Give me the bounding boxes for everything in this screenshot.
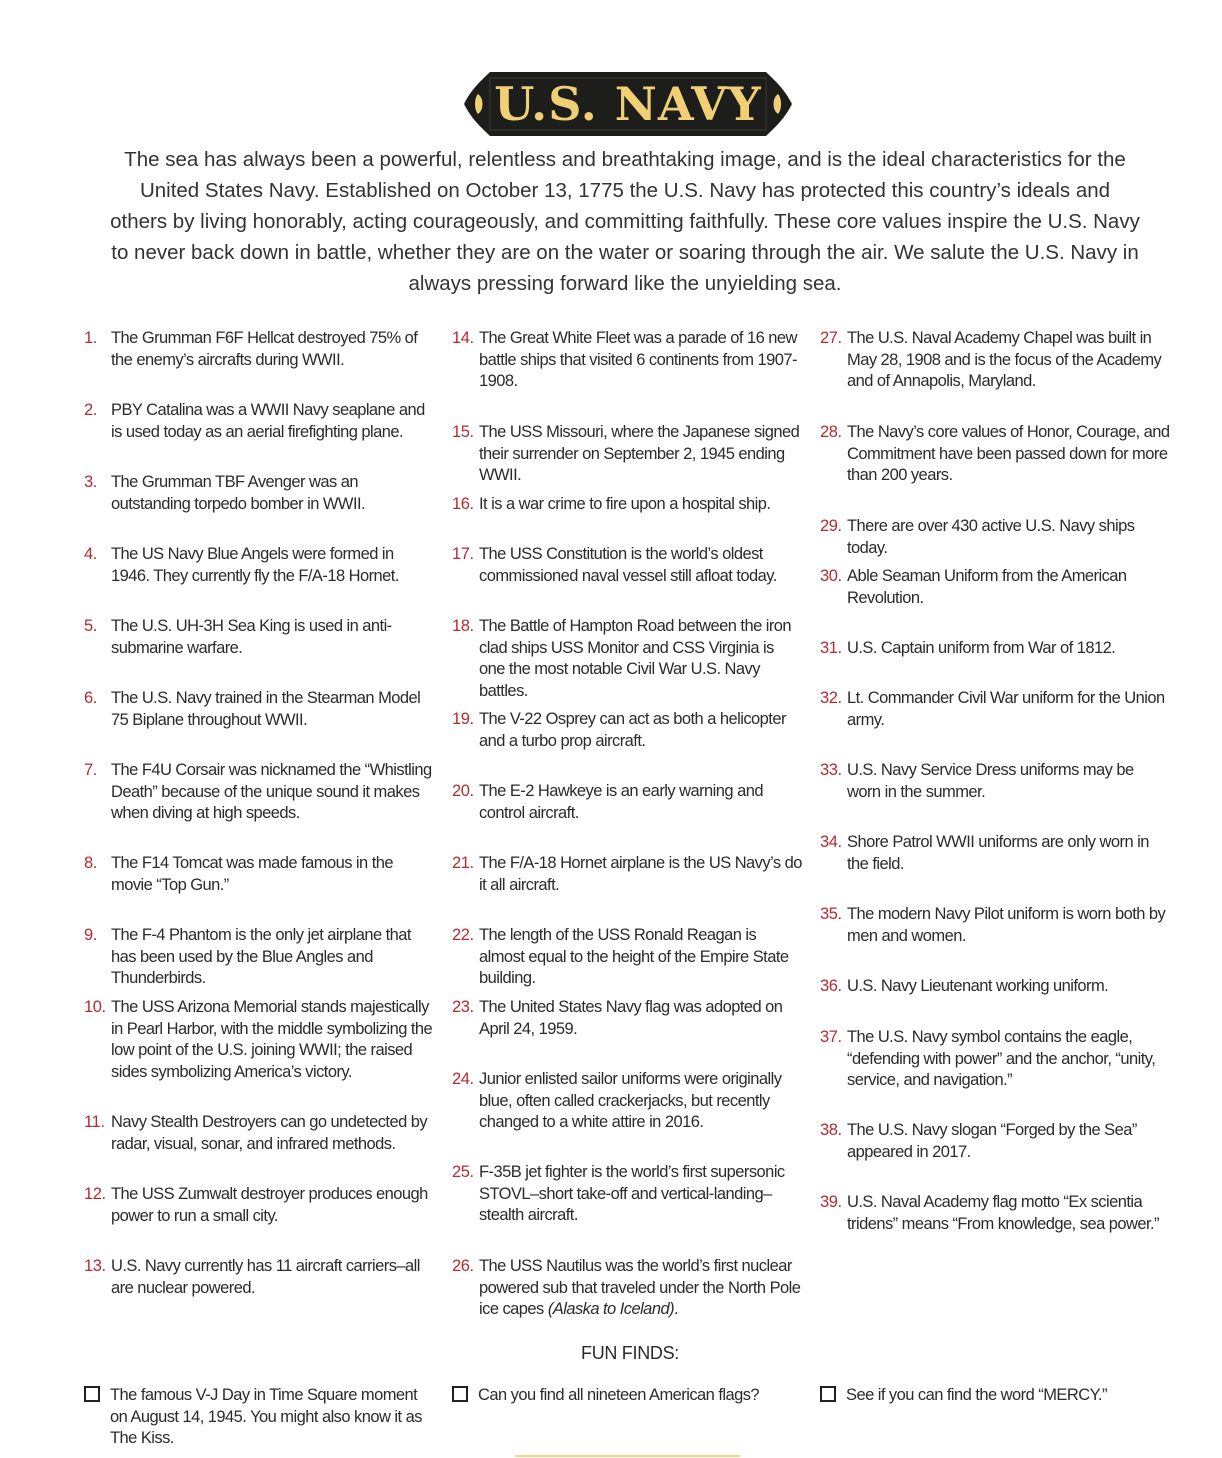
fact-text: The Great White Fleet was a parade of 16 new battle ships that visited 6 continents from 1907-1908. (479, 329, 797, 390)
fact-item (820, 832, 1170, 875)
fact-number: 24. (452, 1070, 474, 1088)
fact-number: 25. (452, 1163, 474, 1181)
fact-number: 33. (820, 761, 842, 779)
fact-item (84, 616, 434, 659)
fact-text: The length of the USS Ronald Reagan is almost equal to the height of the Empire State building. (479, 926, 789, 987)
fact-text: The U.S. Navy symbol contains the eagle, “defending with power” and the anchor, “unity, service, and navigation.” (847, 1028, 1156, 1089)
fact-number: 27. (820, 329, 842, 347)
fact-item (820, 328, 1170, 393)
fact-text: The USS Zumwalt destroyer produces enough power to run a small city. (111, 1185, 428, 1225)
fact-item (452, 494, 802, 516)
fact-number: 36. (820, 977, 842, 995)
fact-number: 19. (452, 710, 474, 728)
fact-text: The E-2 Hawkeye is an early warning and control aircraft. (479, 782, 763, 822)
fact-item (84, 544, 434, 587)
fact-text: The U.S. Navy slogan “Forged by the Sea” appeared in 2017. (847, 1121, 1137, 1161)
fact-item (452, 853, 802, 896)
fact-number: 12. (84, 1185, 106, 1203)
fact-item (820, 1192, 1170, 1235)
fun-find-checkbox[interactable] (452, 1386, 468, 1402)
fact-text: F-35B jet fighter is the world’s first supersonic STOVL–short take-off and vertical-landing–stealth aircraft. (479, 1163, 785, 1224)
fact-item (452, 1256, 802, 1321)
fact-text: Able Seaman Uniform from the American Revolution. (847, 567, 1127, 607)
fact-text: The Grumman F6F Hellcat destroyed 75% of the enemy’s aircrafts during WWII. (111, 329, 418, 369)
fact-item (84, 472, 434, 515)
fact-text: The United States Navy flag was adopted on April 24, 1959. (479, 998, 783, 1038)
fact-item (84, 328, 434, 371)
fact-number: 38. (820, 1121, 842, 1139)
fact-text: U.S. Naval Academy flag motto “Ex scientia tridens” means “From knowledge, sea power.” (847, 1193, 1159, 1233)
fact-text: Lt. Commander Civil War uniform for the Union army. (847, 689, 1165, 729)
fact-item (452, 616, 802, 702)
fun-find-text: Can you find all nineteen American flags? (478, 1386, 760, 1404)
fact-item (84, 997, 434, 1083)
fact-text: U.S. Navy Service Dress uniforms may be worn in the summer. (847, 761, 1134, 801)
fact-number: 34. (820, 833, 842, 851)
fact-text: Junior enlisted sailor uniforms were originally blue, often called crackerjacks, but recently changed to a white attire in 2016. (479, 1070, 782, 1131)
fact-text: The U.S. Navy trained in the Stearman Model 75 Biplane throughout WWII. (111, 689, 421, 729)
fact-number: 11. (84, 1113, 105, 1131)
fun-find-item (820, 1385, 1160, 1407)
fact-item (452, 1069, 802, 1134)
fact-item (84, 1184, 434, 1227)
fact-number: 3. (84, 473, 97, 491)
fact-item (84, 1112, 434, 1155)
fact-number: 29. (820, 517, 842, 535)
fact-item (452, 709, 802, 752)
fact-number: 28. (820, 423, 842, 441)
fun-find-text: See if you can find the word “MERCY.” (846, 1386, 1107, 1404)
fact-item (452, 997, 802, 1040)
fact-item (452, 328, 802, 393)
fact-item (820, 760, 1170, 803)
intro-paragraph: The sea has always been a powerful, relentless and breathtaking image, and is the ideal characteristics for the United States Navy. Established on October 13, 1775 the U.S. Navy has protected this country’s ideals and others by living honorably, acting courageously, and committing faithfully. These core values inspire the U.S. Navy to never back down in battle, whether they are on the water or soaring through the air. We salute the U.S. Navy in always pressing forward like the unyielding sea. (110, 148, 1140, 295)
fact-text: The V-22 Osprey can act as both a helicopter and a turbo prop aircraft. (479, 710, 786, 750)
fact-item (84, 400, 434, 443)
fact-number: 21. (452, 854, 474, 872)
fact-number: 22. (452, 926, 474, 944)
fact-text: The U.S. UH-3H Sea King is used in anti-submarine warfare. (111, 617, 392, 657)
fact-number: 8. (84, 854, 97, 872)
fact-item (84, 1256, 434, 1299)
fact-item (820, 904, 1170, 947)
fact-text: The F/A-18 Hornet airplane is the US Navy’s do it all aircraft. (479, 854, 802, 894)
fact-number: 6. (84, 689, 97, 707)
fact-number: 31. (820, 639, 842, 657)
fact-number: 26. (452, 1257, 474, 1275)
fact-item (820, 1027, 1170, 1092)
fun-find-text: The famous V-J Day in Time Square moment on August 14, 1945. You might also know it as The Kiss. (110, 1386, 422, 1447)
fact-text: It is a war crime to fire upon a hospital ship. (479, 495, 771, 513)
fact-number: 17. (452, 545, 474, 563)
fact-number: 14. (452, 329, 474, 347)
fact-number: 30. (820, 567, 842, 585)
fact-text: The Navy’s core values of Honor, Courage, and Commitment have been passed down for more than 200 years. (847, 423, 1170, 484)
fact-item (820, 516, 1170, 559)
fact-text: U.S. Navy Lieutenant working uniform. (847, 977, 1109, 995)
fact-number: 20. (452, 782, 474, 800)
fact-text: The USS Missouri, where the Japanese signed their surrender on September 2, 1945 ending WWII. (479, 423, 800, 484)
fact-number: 9. (84, 926, 97, 944)
fact-text: The US Navy Blue Angels were formed in 1946. They currently fly the F/A-18 Hornet. (111, 545, 399, 585)
fact-item (820, 638, 1170, 660)
fact-text: The Battle of Hampton Road between the iron clad ships USS Monitor and CSS Virginia is one the most notable Civil War U.S. Navy battles. (479, 617, 792, 700)
fact-item (820, 976, 1170, 998)
fact-text: The USS Constitution is the world’s oldest commissioned naval vessel still afloat today. (479, 545, 777, 585)
fact-number: 1. (84, 329, 97, 347)
fact-text: U.S. Captain uniform from War of 1812. (847, 639, 1116, 657)
fun-find-checkbox[interactable] (84, 1386, 100, 1402)
fact-number: 7. (84, 761, 97, 779)
fact-item (820, 422, 1170, 487)
page-title: U.S. NAVY (494, 77, 762, 131)
fact-item (820, 1120, 1170, 1163)
fun-find-item (84, 1385, 424, 1450)
fact-text: The USS Arizona Memorial stands majestically in Pearl Harbor, with the middle symbolizing the low point of the U.S. joining WWII; the raised sides symbolizing America’s victory. (111, 998, 433, 1081)
fact-number: 13. (84, 1257, 106, 1275)
fact-number: 39. (820, 1193, 842, 1211)
fact-item (84, 925, 434, 990)
fun-finds-header: FUN FINDS: (581, 1343, 679, 1363)
fact-number: 5. (84, 617, 97, 635)
fact-number: 32. (820, 689, 842, 707)
fact-number: 2. (84, 401, 97, 419)
fact-number: 10. (84, 998, 106, 1016)
fact-text: The U.S. Naval Academy Chapel was built in May 28, 1908 and is the focus of the Academy and of Annapolis, Maryland. (847, 329, 1162, 390)
fact-text: Shore Patrol WWII uniforms are only worn in the field. (847, 833, 1149, 873)
fact-item (820, 688, 1170, 731)
fun-find-item (452, 1385, 792, 1407)
fact-text: U.S. Navy currently has 11 aircraft carriers–all are nuclear powered. (111, 1257, 420, 1297)
fact-number: 18. (452, 617, 474, 635)
fact-item (84, 853, 434, 896)
fact-item (452, 1162, 802, 1227)
fact-text: Navy Stealth Destroyers can go undetected by radar, visual, sonar, and infrared methods. (111, 1113, 428, 1153)
fact-number: 4. (84, 545, 97, 563)
fact-number: 23. (452, 998, 474, 1016)
fact-text: There are over 430 active U.S. Navy ships today. (847, 517, 1135, 557)
bottom-divider (515, 1455, 740, 1457)
fact-number: 15. (452, 423, 474, 441)
fact-text: The F-4 Phantom is the only jet airplane that has been used by the Blue Angles and Thunderbirds. (111, 926, 411, 987)
fact-item (452, 422, 802, 487)
fact-item (84, 760, 434, 825)
fact-text: PBY Catalina was a WWII Navy seaplane and is used today as an aerial firefighting plane. (111, 401, 425, 441)
fun-find-checkbox[interactable] (820, 1386, 836, 1402)
fact-item (452, 544, 802, 587)
fact-item (452, 781, 802, 824)
fact-text: The Grumman TBF Avenger was an outstanding torpedo bomber in WWII. (111, 473, 366, 513)
fact-number: 35. (820, 905, 842, 923)
fact-italic-note: (Alaska to Iceland) (547, 1300, 675, 1318)
fact-item (820, 566, 1170, 609)
fact-text: The modern Navy Pilot uniform is worn both by men and women. (847, 905, 1166, 945)
fact-item (452, 925, 802, 990)
fact-text: The F14 Tomcat was made famous in the movie “Top Gun.” (111, 854, 393, 894)
fact-item (84, 688, 434, 731)
title-banner (462, 70, 794, 138)
fact-text: The F4U Corsair was nicknamed the “Whistling Death” because of the unique sound it makes when diving at high speeds. (111, 761, 432, 822)
fact-number: 16. (452, 495, 474, 513)
fact-number: 37. (820, 1028, 842, 1046)
fact-text: The USS Nautilus was the world’s first nuclear powered sub that traveled under the North Pole ice capes (Alaska to Iceland). (479, 1257, 801, 1318)
